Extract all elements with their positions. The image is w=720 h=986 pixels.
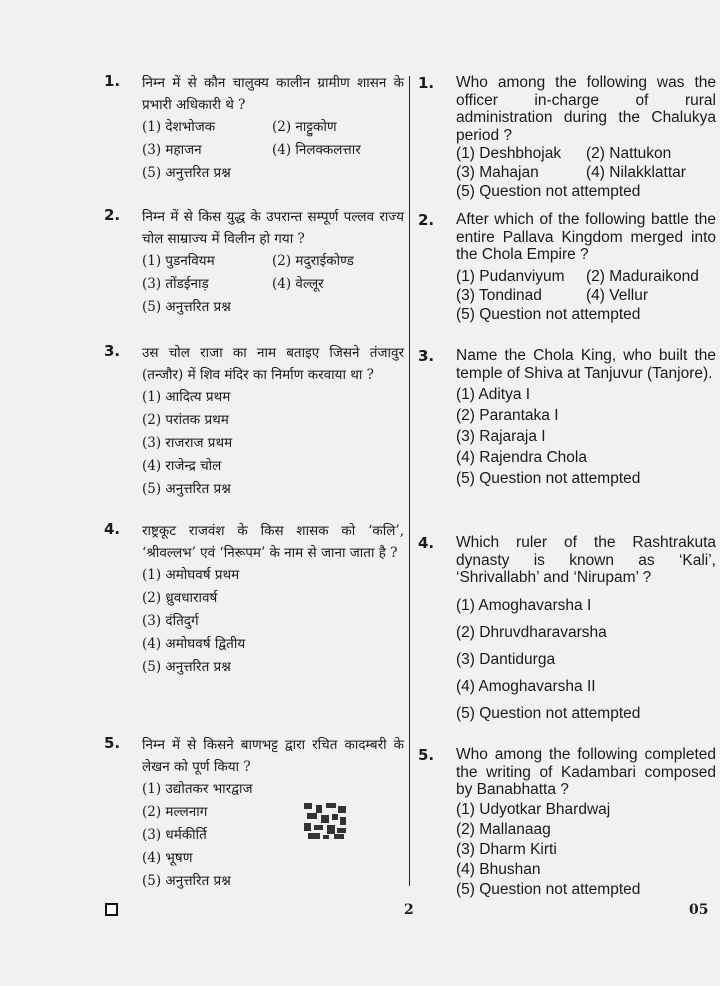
page-number: 2: [404, 902, 414, 918]
question-stem: Who among the following was the officer in-charge of rural administration during the Chalukya period ?: [456, 74, 716, 144]
question-en-4: [418, 534, 716, 727]
options: [456, 267, 716, 324]
question-number: 1.: [418, 74, 435, 92]
option-4: (4) Vellur: [586, 286, 649, 304]
option-2: (2) Dhruvdharavarsha: [456, 623, 607, 641]
question-stem: उस चोल राजा का नाम बताइए जिसने तंजावुर (तन्जौर) में शिव मंदिर का निर्माण करवाया था ?: [142, 345, 404, 383]
question-stem: Who among the following completed the writing of Kadambari composed by Banabhatta ?: [456, 746, 716, 798]
option-5: (5) Question not attempted: [456, 183, 641, 200]
option-2: (2) Maduraikond: [586, 267, 699, 285]
option-3: (3) Tondinad: [456, 286, 542, 304]
option-2: (2) Parantaka I: [456, 407, 559, 424]
question-number: 2.: [104, 206, 121, 224]
question-number: 1.: [104, 72, 121, 90]
option-3: (3) Mahajan: [456, 164, 539, 181]
options: [456, 144, 716, 201]
question-stem: Name the Chola King, who built the temple of Shiva at Tanjuvur (Tanjore).: [456, 347, 716, 382]
question-stem: Which ruler of the Rashtrakuta dynasty is known as ‘Kali’, ‘Shrivallabh’ and ‘Nirupam’ ?: [456, 534, 716, 586]
option-1: (1) उद्योतकर भारद्वाज: [142, 781, 253, 797]
question-number: 2.: [418, 211, 435, 229]
option-5: (5) अनुत्तरित प्रश्न: [142, 659, 231, 675]
options: [142, 250, 404, 319]
options: [142, 778, 404, 893]
option-5: (5) Question not attempted: [456, 704, 641, 722]
question-en-3: [418, 347, 716, 489]
options: [142, 386, 404, 501]
option-4: (4) Rajendra Chola: [456, 449, 587, 466]
options: [456, 384, 716, 489]
options: [456, 592, 716, 727]
column-divider: [409, 76, 410, 886]
option-5: (5) Question not attempted: [456, 470, 641, 487]
option-5: (5) अनुत्तरित प्रश्न: [142, 165, 231, 181]
option-1: (1) Amoghavarsha I: [456, 596, 592, 614]
question-number: 3.: [418, 347, 435, 365]
option-4: (4) राजेन्द्र चोल: [142, 458, 222, 474]
option-1: (1) Deshbhojak: [456, 145, 562, 162]
option-5: (5) अनुत्तरित प्रश्न: [142, 481, 231, 497]
option-4: (4) Amoghavarsha II: [456, 677, 596, 695]
option-5: (5) Question not attempted: [456, 880, 641, 898]
question-stem: निम्न में से किस युद्ध के उपरान्त सम्पूर्ण पल्लव राज्य चोल साम्राज्य में विलीन हो गया ?: [142, 209, 404, 247]
option-3: (3) Rajaraja I: [456, 428, 546, 445]
option-5: (5) अनुत्तरित प्रश्न: [142, 873, 231, 889]
option-2: (2) मल्लनाग: [142, 804, 208, 820]
options: [142, 564, 404, 679]
option-3: (3) तोंडईनाड़: [142, 276, 209, 292]
question-en-2: [418, 211, 716, 324]
option-3: (3) Dantidurga: [456, 650, 556, 668]
option-3: (3) दंतिदुर्ग: [142, 613, 199, 629]
option-1: (1) Udyotkar Bhardwaj: [456, 800, 611, 818]
question-number: 5.: [104, 734, 121, 752]
option-1: (1) आदित्य प्रथम: [142, 389, 231, 405]
question-hi-5: [104, 734, 404, 893]
question-stem: निम्न में से किसने बाणभट्ट द्वारा रचित कादम्बरी के लेखन को पूर्ण किया ?: [142, 737, 404, 775]
option-2: (2) ध्रुवधारावर्ष: [142, 590, 218, 606]
qr-code: [304, 803, 346, 839]
question-hi-4: [104, 520, 404, 679]
option-3: (3) धर्मकीर्ति: [142, 827, 207, 843]
question-en-1: [418, 74, 716, 201]
options: [456, 800, 716, 900]
question-number: 4.: [418, 534, 435, 552]
question-number: 4.: [104, 520, 121, 538]
question-hi-3: [104, 342, 404, 501]
option-3: (3) महाजन: [142, 142, 202, 158]
option-2: (2) मदुराईकोण्ड: [272, 253, 354, 269]
option-3: (3) राजराज प्रथम: [142, 435, 233, 451]
question-en-5: [418, 746, 716, 900]
question-stem: राष्ट्रकूट राजवंश के किस शासक को ‘कलि’, ‘श्रीवल्लभ’ एवं ‘निरूपम’ के नाम से जाना जाता है ?: [142, 523, 404, 561]
options: [142, 116, 404, 185]
option-3: (3) Dharm Kirti: [456, 840, 557, 858]
option-5: (5) Question not attempted: [456, 305, 641, 323]
option-1: (1) पुडनवियम: [142, 253, 215, 269]
question-number: 5.: [418, 746, 435, 764]
option-4: (4) भूषण: [142, 850, 193, 866]
option-1: (1) अमोघवर्ष प्रथम: [142, 567, 240, 583]
option-1: (1) Pudanviyum: [456, 267, 565, 285]
square-marker-icon: [105, 903, 118, 916]
option-4: (4) Bhushan: [456, 860, 541, 878]
option-2: (2) Nattukon: [586, 145, 672, 162]
option-4: (4) अमोघवर्ष द्वितीय: [142, 636, 246, 652]
question-hi-2: [104, 206, 404, 319]
option-1: (1) देशभोजक: [142, 119, 216, 135]
question-hi-1: [104, 72, 404, 185]
option-4: (4) Nilakklattar: [586, 164, 686, 181]
option-2: (2) नाट्टुकोण: [272, 119, 337, 135]
question-stem: After which of the following battle the entire Pallava Kingdom merged into the Chola Empire ?: [456, 211, 716, 263]
question-stem: निम्न में से कौन चालुक्य कालीन ग्रामीण शासन के प्रभारी अधिकारी थे ?: [142, 75, 404, 113]
option-4: (4) वेल्लूर: [272, 276, 324, 292]
question-number: 3.: [104, 342, 121, 360]
option-1: (1) Aditya I: [456, 386, 531, 403]
option-5: (5) अनुत्तरित प्रश्न: [142, 299, 231, 315]
option-4: (4) निलक्कलत्तार: [272, 142, 361, 158]
option-2: (2) परांतक प्रथम: [142, 412, 229, 428]
option-2: (2) Mallanaag: [456, 820, 551, 838]
booklet-code: 05: [689, 902, 709, 918]
